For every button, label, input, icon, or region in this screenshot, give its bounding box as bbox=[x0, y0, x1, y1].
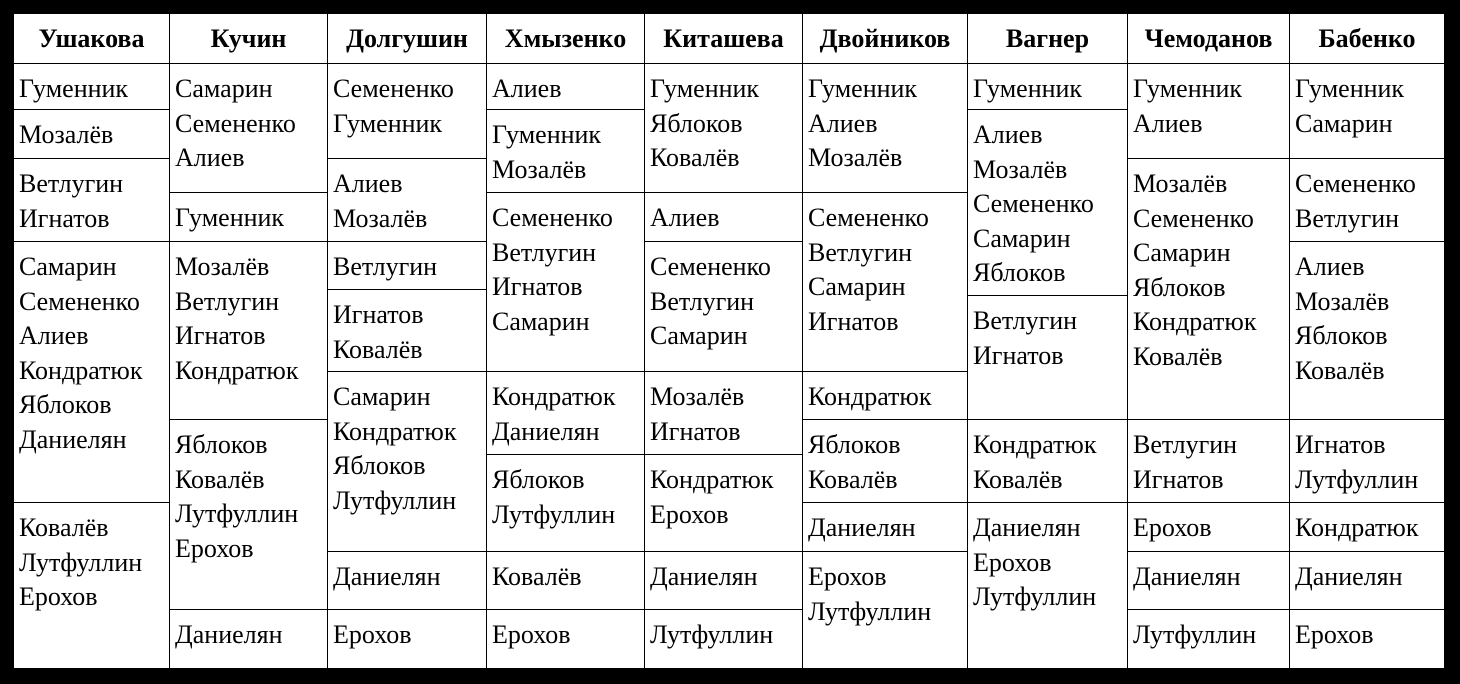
participant-name: Кондратюк bbox=[333, 416, 457, 446]
participant-name: Лутфуллин bbox=[808, 596, 932, 626]
participant-name: Игнатов bbox=[1295, 430, 1386, 459]
group-cell bbox=[170, 242, 327, 420]
participant-name: Кондратюк bbox=[175, 355, 299, 385]
column-header: Киташева bbox=[645, 14, 802, 64]
participant-name: Ерохов bbox=[973, 547, 1052, 577]
participant-name: Ветлугин bbox=[1295, 203, 1400, 233]
participant-name: Игнатов bbox=[19, 203, 110, 233]
participant-name: Яблоков bbox=[492, 465, 585, 494]
group-cell bbox=[803, 552, 967, 626]
participant-name: Самарин bbox=[650, 321, 748, 350]
group-cell bbox=[803, 420, 967, 503]
participant-name: Алиев bbox=[175, 143, 245, 172]
participant-name: Самарин bbox=[808, 272, 906, 301]
participant-name: Яблоков bbox=[1295, 321, 1388, 350]
group-cell bbox=[14, 64, 169, 110]
participant-name: Ерохов bbox=[808, 562, 887, 591]
participant-name: Кондратюк bbox=[19, 355, 143, 385]
participant-name: Гуменник bbox=[1133, 74, 1243, 103]
group-cell bbox=[1128, 552, 1289, 610]
group-cell bbox=[645, 610, 802, 668]
participant-name: Семененко bbox=[333, 74, 454, 103]
participant-name: Даниелян bbox=[19, 424, 127, 454]
group-cell bbox=[1290, 242, 1444, 420]
group-cell bbox=[968, 420, 1127, 503]
table-column bbox=[14, 14, 170, 668]
participant-name: Семененко bbox=[19, 286, 140, 316]
group-cell bbox=[968, 64, 1127, 110]
participant-name: Самарин bbox=[333, 382, 431, 411]
participant-name: Кондратюк bbox=[1295, 513, 1419, 542]
participant-name: Алиев bbox=[492, 74, 562, 103]
participant-name: Лутфуллин bbox=[333, 485, 457, 515]
group-cell bbox=[1290, 503, 1444, 552]
participant-name: Игнатов bbox=[650, 416, 741, 446]
participant-name: Самарин bbox=[19, 252, 117, 281]
participant-name: Ковалёв bbox=[492, 562, 582, 591]
participant-name: Даниелян bbox=[492, 416, 600, 446]
participant-name: Самарин bbox=[175, 74, 273, 103]
group-cell bbox=[803, 193, 967, 372]
participant-name: Ковалёв bbox=[1295, 355, 1385, 385]
participant-name: Ковалёв bbox=[650, 143, 740, 172]
participant-name: Алиев bbox=[973, 120, 1043, 149]
participant-name: Лутфуллин bbox=[650, 620, 774, 649]
participant-name: Алиев bbox=[19, 321, 89, 350]
column-header: Бабенко bbox=[1290, 14, 1444, 64]
participant-name: Яблоков bbox=[973, 258, 1066, 287]
group-cell bbox=[487, 372, 644, 455]
group-cell bbox=[487, 110, 644, 193]
participant-name: Гуменник bbox=[973, 74, 1083, 103]
group-cell bbox=[1128, 64, 1289, 159]
table-column bbox=[803, 14, 968, 668]
group-cell bbox=[487, 193, 644, 372]
participant-name: Даниелян bbox=[808, 513, 916, 542]
participant-name: Алиев bbox=[333, 169, 403, 198]
participant-name: Алиев bbox=[808, 108, 878, 138]
participant-name: Алиев bbox=[650, 203, 720, 232]
participant-name: Мозалёв bbox=[650, 382, 745, 411]
column-header: Ушакова bbox=[14, 14, 169, 64]
participant-name: Ковалёв bbox=[333, 334, 423, 364]
participant-name: Семененко bbox=[1295, 169, 1416, 198]
group-cell bbox=[328, 290, 486, 372]
participant-name: Ковалёв bbox=[19, 513, 109, 542]
participant-name: Семененко bbox=[175, 108, 296, 138]
participant-name: Игнатов bbox=[973, 340, 1064, 370]
participant-name: Гуменник bbox=[1295, 74, 1405, 103]
group-cell bbox=[170, 64, 327, 193]
participant-name: Самарин bbox=[1133, 238, 1231, 267]
participant-name: Мозалёв bbox=[492, 154, 587, 184]
group-cell bbox=[328, 64, 486, 159]
group-cell bbox=[803, 503, 967, 552]
participant-name: Мозалёв bbox=[808, 143, 903, 172]
participant-name: Алиев bbox=[1133, 108, 1203, 138]
table-column bbox=[1128, 14, 1290, 668]
participant-name: Ветлугин bbox=[175, 286, 280, 316]
participant-name: Ветлугин bbox=[333, 252, 438, 281]
participant-name: Мозалёв bbox=[973, 154, 1068, 184]
group-cell bbox=[14, 110, 169, 159]
participant-name: Ерохов bbox=[333, 620, 412, 649]
group-cell bbox=[1290, 610, 1444, 668]
group-cell bbox=[645, 64, 802, 193]
table-column bbox=[645, 14, 803, 668]
ranking-table bbox=[14, 14, 1444, 668]
table-column bbox=[328, 14, 487, 668]
participant-name: Ерохов bbox=[19, 582, 98, 611]
participant-name: Даниелян bbox=[973, 513, 1081, 542]
participant-name: Гуменник bbox=[808, 74, 918, 103]
participant-name: Гуменник bbox=[19, 74, 129, 103]
table-column bbox=[968, 14, 1128, 668]
group-cell bbox=[170, 420, 327, 610]
participant-name: Семененко bbox=[1133, 203, 1254, 233]
participant-name: Лутфуллин bbox=[973, 582, 1097, 611]
table-column bbox=[1290, 14, 1444, 668]
column-header: Двойников bbox=[803, 14, 967, 64]
group-cell bbox=[645, 552, 802, 610]
participant-name: Кондратюк bbox=[650, 465, 774, 494]
participant-name: Игнатов bbox=[492, 272, 583, 301]
participant-name: Игнатов bbox=[175, 321, 266, 350]
participant-name: Лутфуллин bbox=[492, 499, 616, 529]
group-cell bbox=[645, 242, 802, 372]
group-cell bbox=[1290, 420, 1444, 503]
participant-name: Яблоков bbox=[333, 451, 426, 480]
group-cell bbox=[645, 372, 802, 455]
participant-name: Ветлугин bbox=[19, 169, 124, 198]
participant-name: Ковалёв bbox=[1133, 341, 1223, 371]
table-column bbox=[487, 14, 645, 668]
participant-name: Ветлугин bbox=[650, 286, 755, 316]
group-cell bbox=[1290, 159, 1444, 242]
participant-name: Игнатов bbox=[808, 306, 899, 336]
participant-name: Игнатов bbox=[333, 300, 424, 329]
participant-name: Яблоков bbox=[175, 430, 268, 459]
participant-name: Гуменник bbox=[650, 74, 760, 103]
participant-name: Ерохов bbox=[1133, 513, 1212, 542]
participant-name: Ветлугин bbox=[492, 237, 597, 267]
participant-name: Ветлугин bbox=[1133, 430, 1238, 459]
participant-name: Ветлугин bbox=[973, 306, 1078, 335]
group-cell bbox=[645, 455, 802, 552]
participant-name: Яблоков bbox=[1133, 272, 1226, 302]
participant-name: Игнатов bbox=[1133, 464, 1224, 494]
group-cell bbox=[1128, 159, 1289, 420]
participant-name: Мозалёв bbox=[1133, 169, 1228, 198]
group-cell bbox=[487, 64, 644, 110]
participant-name: Даниелян bbox=[650, 562, 758, 591]
participant-name: Семененко bbox=[492, 203, 613, 232]
participant-name: Самарин bbox=[1295, 108, 1393, 138]
table-column bbox=[170, 14, 328, 668]
column-header: Чемоданов bbox=[1128, 14, 1289, 64]
group-cell bbox=[487, 552, 644, 610]
participant-name: Мозалёв bbox=[175, 252, 270, 281]
participant-name: Мозалёв bbox=[333, 203, 428, 233]
group-cell bbox=[14, 503, 169, 668]
participant-name: Кондратюк bbox=[808, 382, 932, 411]
participant-name: Гуменник bbox=[333, 108, 443, 138]
participant-name: Ерохов bbox=[1295, 620, 1374, 649]
participant-name: Ковалёв bbox=[808, 464, 898, 494]
participant-name: Ковалёв bbox=[175, 464, 265, 494]
participant-name: Мозалёв bbox=[1295, 286, 1390, 316]
participant-name: Ерохов bbox=[175, 533, 254, 563]
participant-name: Гуменник bbox=[175, 203, 285, 232]
group-cell bbox=[968, 110, 1127, 296]
group-cell bbox=[1128, 503, 1289, 552]
participant-name: Ерохов bbox=[650, 499, 729, 529]
participant-name: Ковалёв bbox=[973, 464, 1063, 494]
group-cell bbox=[645, 193, 802, 242]
column-header: Долгушин bbox=[328, 14, 486, 64]
participant-name: Яблоков bbox=[650, 108, 743, 138]
group-cell bbox=[170, 193, 327, 242]
column-header: Хмызенко bbox=[487, 14, 644, 64]
participant-name: Лутфуллин bbox=[175, 499, 299, 528]
participant-name: Гуменник bbox=[492, 120, 602, 149]
group-cell bbox=[487, 610, 644, 668]
participant-name: Самарин bbox=[492, 306, 590, 336]
participant-name: Мозалёв bbox=[19, 120, 114, 149]
participant-name: Кондратюк bbox=[492, 382, 616, 411]
participant-name: Семененко bbox=[808, 203, 929, 232]
group-cell bbox=[328, 242, 486, 290]
group-cell bbox=[328, 610, 486, 668]
group-cell bbox=[14, 159, 169, 242]
participant-name: Яблоков bbox=[19, 390, 112, 419]
participant-name: Даниелян bbox=[1133, 562, 1241, 591]
participant-name: Алиев bbox=[1295, 252, 1365, 281]
group-cell bbox=[803, 372, 967, 420]
group-cell bbox=[1290, 64, 1444, 159]
participant-name: Семененко bbox=[650, 252, 771, 281]
group-cell bbox=[1128, 420, 1289, 503]
participant-name: Даниелян bbox=[1295, 562, 1403, 591]
participant-name: Лутфуллин bbox=[1295, 464, 1419, 494]
group-cell bbox=[328, 372, 486, 552]
group-cell bbox=[968, 503, 1127, 668]
participant-name: Семененко bbox=[973, 189, 1094, 218]
participant-name: Лутфуллин bbox=[19, 547, 143, 577]
participant-name: Кондратюк bbox=[973, 430, 1097, 459]
participant-name: Даниелян bbox=[333, 562, 441, 591]
column-header: Кучин bbox=[170, 14, 327, 64]
participant-name: Даниелян bbox=[175, 620, 283, 649]
group-cell bbox=[328, 159, 486, 242]
group-cell bbox=[968, 296, 1127, 420]
group-cell bbox=[14, 242, 169, 503]
group-cell bbox=[487, 455, 644, 552]
group-cell bbox=[170, 610, 327, 668]
participant-name: Самарин bbox=[973, 223, 1071, 253]
group-cell bbox=[803, 64, 967, 193]
participant-name: Ерохов bbox=[492, 620, 571, 649]
participant-name: Кондратюк bbox=[1133, 307, 1257, 336]
group-cell bbox=[328, 552, 486, 610]
participant-name: Яблоков bbox=[808, 430, 901, 459]
group-cell bbox=[1290, 552, 1444, 610]
group-cell bbox=[1128, 610, 1289, 668]
participant-name: Ветлугин bbox=[808, 237, 913, 267]
participant-name: Лутфуллин bbox=[1133, 620, 1257, 649]
column-header: Вагнер bbox=[968, 14, 1127, 64]
